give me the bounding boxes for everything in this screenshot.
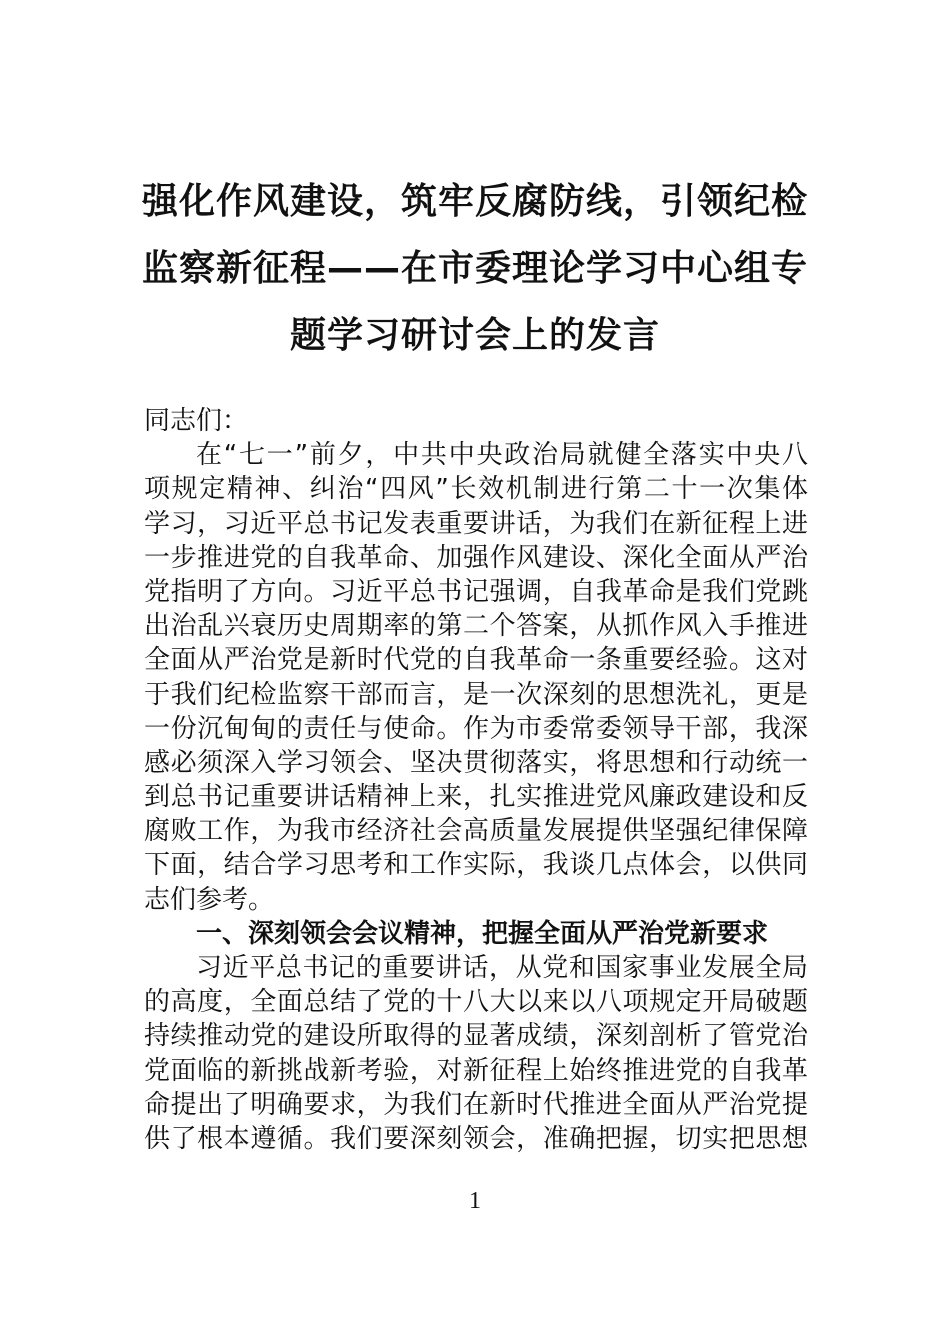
text-line: 腐败工作，为我市经济社会高质量发展提供坚强纪律保障 xyxy=(144,816,808,847)
text-line: 下面，结合学习思考和工作实际，我谈几点体会，以供同 xyxy=(144,850,808,881)
text-line: 一份沉甸甸的责任与使命。作为市委常委领导干部，我深 xyxy=(144,713,808,744)
text-line: 一步推进党的自我革命、加强作风建设、深化全面从严治 xyxy=(144,542,808,573)
text-line: 命提出了明确要求，为我们在新时代推进全面从严治党提 xyxy=(144,1089,808,1120)
text-line: 出治乱兴衰历史周期率的第二个答案，从抓作风入手推进 xyxy=(144,611,808,642)
document-body xyxy=(144,404,808,1156)
salutation: 同志们： xyxy=(144,406,249,436)
text-line: 项规定精神、纠治“四风”长效机制进行第二十一次集体 xyxy=(144,474,808,505)
document-title xyxy=(120,168,830,369)
section-heading: 一、深刻领会会议精神，把握全面从严治党新要求 xyxy=(196,918,769,949)
title-line: 题学习研讨会上的发言 xyxy=(289,315,660,356)
text-line: 到总书记重要讲话精神上来，扎实推进党风廉政建设和反 xyxy=(144,782,808,813)
text-line: 感必须深入学习领会、坚决贯彻落实，将思想和行动统一 xyxy=(144,747,808,778)
text-line: 习近平总书记的重要讲话，从党和国家事业发展全局 xyxy=(196,953,808,983)
text-line: 党指明了方向。习近平总书记强调，自我革命是我们党跳 xyxy=(144,576,808,607)
text-line: 于我们纪检监察干部而言，是一次深刻的思想洗礼，更是 xyxy=(144,679,808,710)
text-line: 持续推动党的建设所取得的显著成绩，深刻剖析了管党治 xyxy=(144,1021,808,1052)
page-number: 1 xyxy=(469,1188,481,1214)
title-line: 强化作风建设，筑牢反腐防线，引领纪检 xyxy=(141,181,808,222)
paragraph-section1 xyxy=(144,951,808,1156)
paragraph-intro xyxy=(144,438,808,917)
text-line: 志们参考。 xyxy=(144,884,275,915)
text-line: 党面临的新挑战新考验，对新征程上始终推进党的自我革 xyxy=(144,1055,808,1086)
text-line: 学习，习近平总书记发表重要讲话，为我们在新征程上进 xyxy=(144,508,808,539)
text-line: 在“七一”前夕，中共中央政治局就健全落实中央八 xyxy=(196,440,808,471)
text-line: 供了根本遵循。我们要深刻领会，准确把握，切实把思想 xyxy=(144,1123,808,1154)
text-line: 的高度，全面总结了党的十八大以来以八项规定开局破题 xyxy=(144,987,808,1018)
title-line: 监察新征程——在市委理论学习中心组专 xyxy=(141,248,808,289)
text-line: 全面从严治党是新时代党的自我革命一条重要经验。这对 xyxy=(144,645,808,676)
